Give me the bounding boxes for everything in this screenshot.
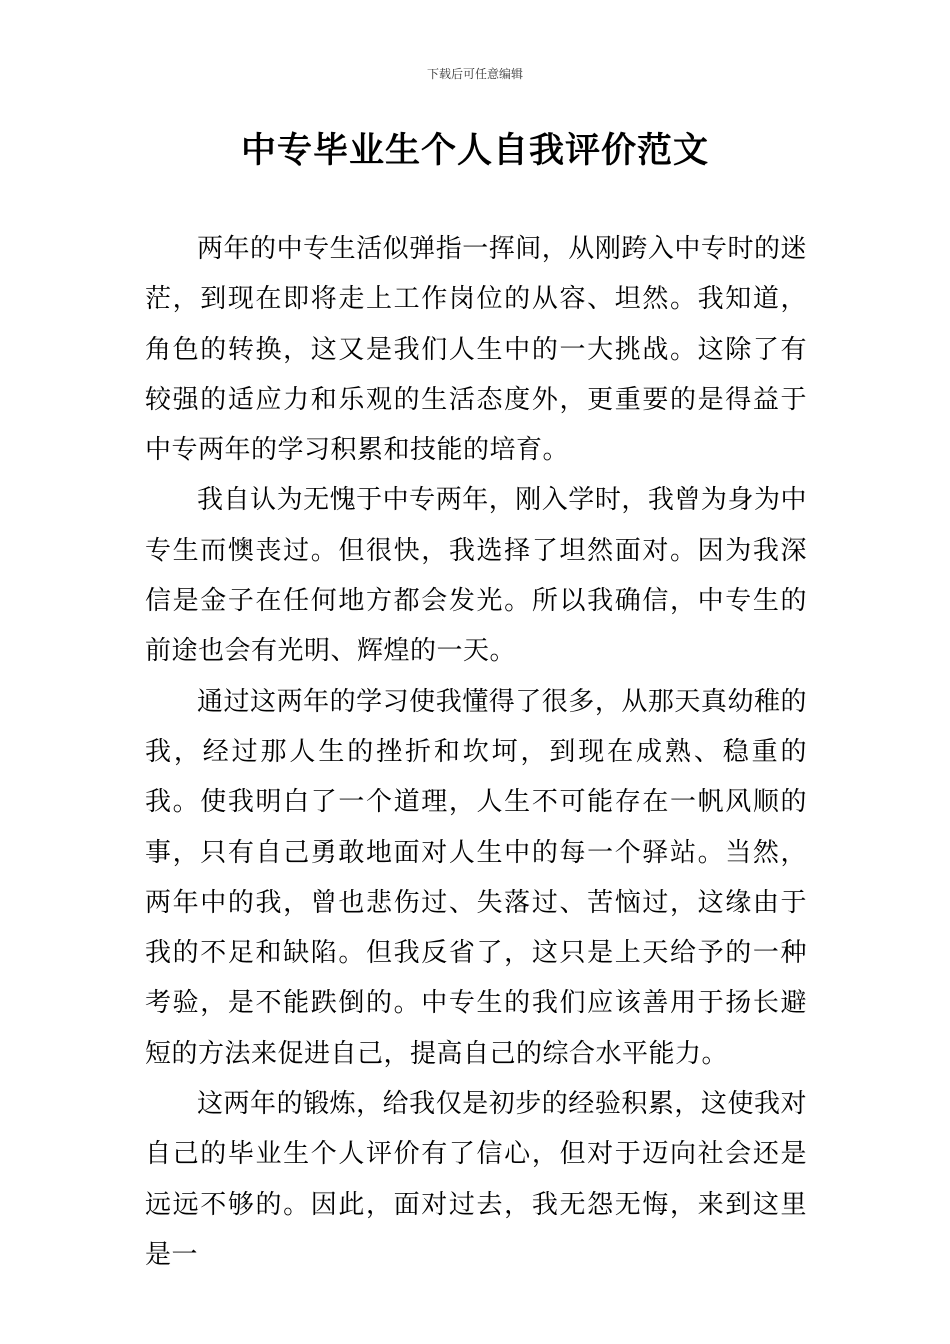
paragraph-3: 通过这两年的学习使我懂得了很多，从那天真幼稚的我，经过那人生的挫折和坎坷，到现在成熟、稳重的我。使我明白了一个道理，人生不可能存在一帆风顺的事，只有自己勇敢地面对人生中的每一个驿站。当然，两年中的我，曾也悲伤过、失落过、苦恼过，这缘由于我的不足和缺陷。但我反省了，这只是上天给予的一种考验，是不能跌倒的。中专生的我们应该善用于扬长避短的方法来促进自己，提高自己的综合水平能力。: [145, 686, 807, 1069]
paragraph-1: 两年的中专生活似弹指一挥间，从刚跨入中专时的迷茫，到现在即将走上工作岗位的从容、坦然。我知道，角色的转换，这又是我们人生中的一大挑战。这除了有较强的适应力和乐观的生活态度外，更重要的是得益于中专两年的学习积累和技能的培育。: [145, 234, 807, 466]
paragraph-2: 我自认为无愧于中专两年，刚入学时，我曾为身为中专生而懊丧过。但很快，我选择了坦然面对。因为我深信是金子在任何地方都会发光。所以我确信，中专生的前途也会有光明、辉煌的一天。: [145, 485, 807, 667]
paragraph-4: 这两年的锻炼，给我仅是初步的经验积累，这使我对自己的毕业生个人评价有了信心，但对于迈向社会还是远远不够的。因此，面对过去，我无怨无悔，来到这里是一: [145, 1089, 807, 1270]
document-body: [145, 224, 807, 1280]
header-note: 下载后可任意编辑: [426, 67, 523, 81]
document-title: 中专毕业生个人自我评价范文: [240, 130, 709, 171]
